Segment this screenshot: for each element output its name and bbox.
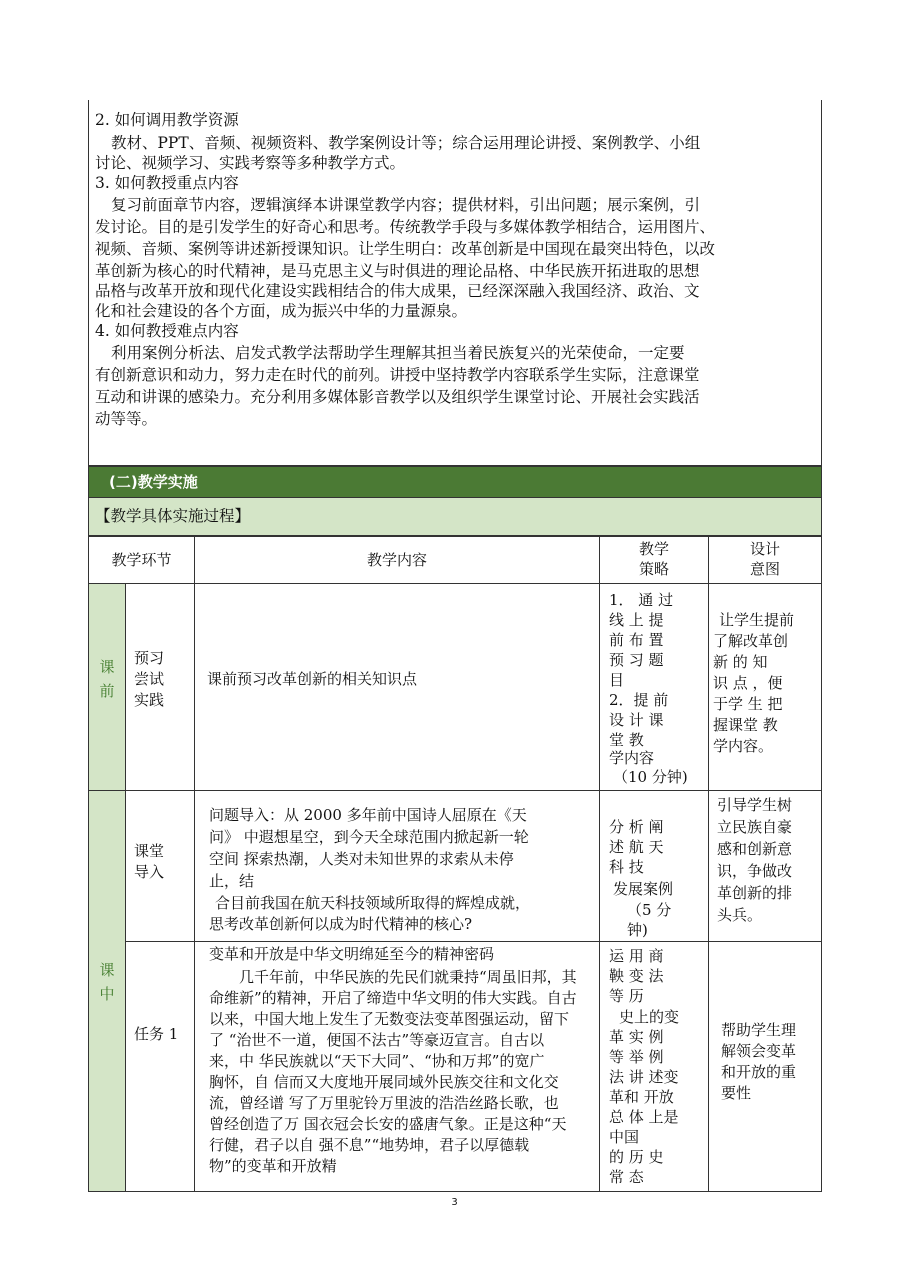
intro-content-line-4: 止，结 — [209, 872, 255, 890]
difficult-line-2: 有创新意识和动力，努力走在时代的前列。讲授中坚持教学内容联系学生实际，注意课堂 — [95, 366, 700, 384]
task1-intent-line-1: 帮助学生理 — [721, 1021, 797, 1039]
pre-intent-line-6: 握课堂 教 — [713, 716, 778, 734]
key-content-line-4: 革创新为核心的时代精神，是马克思主义与时俱进的理论品格、中华民族开拓进取的思想 — [95, 262, 700, 280]
header-intent-line-2: 意图 — [749, 560, 780, 578]
task1-strategy — [599, 941, 709, 1192]
pre-class-step — [125, 583, 195, 791]
page-number: 3 — [451, 1197, 458, 1208]
key-content-line-5: 品格与改革开放和现代化建设实践相结合的伟大成果，已经深深融入我国经济、政治、文 — [95, 282, 700, 300]
task1-content — [194, 941, 600, 1192]
pre-content-text: 课前预习改革创新的相关知识点 — [207, 670, 418, 688]
task1-strategy-line-6: 等 举 例 — [609, 1048, 664, 1066]
task1-strategy-line-9: 总 体 上是 — [609, 1108, 679, 1126]
intro-intent-line-4: 识，争做改 — [717, 862, 793, 880]
task1-intent-line-3: 和开放的重 — [721, 1063, 797, 1081]
intro-intent-line-2: 立民族自豪 — [717, 818, 793, 836]
intro-content-line-5: 合目前我国在航天科技领域所取得的辉煌成就， — [215, 894, 531, 912]
pre-class-label — [88, 583, 126, 791]
task1-intent — [708, 941, 822, 1192]
pre-class-label-1: 课 — [99, 658, 115, 676]
key-content-line-3: 视频、音频、案例等讲述新授课知识。让学生明白：改革创新是中国现在最突出特色，以改 — [95, 240, 716, 258]
intro-step-line-2: 导入 — [134, 863, 165, 881]
intro-strategy-line-5: （5 分 — [627, 901, 672, 919]
pre-intent-line-3: 新 的 知 — [713, 653, 768, 671]
intro-strategy-line-1: 分 析 阐 — [609, 818, 664, 836]
intro-intent-line-3: 感和创新意 — [717, 840, 793, 858]
header-stage: 教学环节 — [88, 536, 195, 584]
pre-intent-line-4: 识 点 ，便 — [713, 674, 783, 692]
intro-strategy-line-2: 述 航 天 — [609, 838, 664, 856]
pre-strategy-line-5: 目 — [609, 671, 625, 689]
pre-class-intent — [708, 583, 822, 791]
task1-strategy-line-10: 中国 — [609, 1128, 640, 1146]
task1-strategy-line-3: 等 历 — [609, 987, 644, 1005]
intro-strategy-line-6: 钟) — [627, 921, 648, 939]
pre-step-line-3: 实践 — [134, 691, 165, 709]
heading-resources: 2. 如何调用教学资源 — [95, 111, 239, 129]
task1-content-line-5: 了 “治世不一道，便国不法古”等豪迈宣言。自古以 — [209, 1031, 545, 1049]
task1-content-line-6: 来，中 华民族就以“天下大同”、“协和万邦”的宽广 — [209, 1052, 545, 1070]
pre-intent-line-5: 于学 生 把 — [713, 695, 783, 713]
key-content-line-6: 化和社会建设的各个方面，成为振兴中华的力量源泉。 — [95, 302, 468, 320]
pre-intent-line-2: 了解改革创 — [713, 632, 789, 650]
header-content: 教学内容 — [194, 536, 600, 584]
subsection-title: 【教学具体实施过程】 — [88, 498, 822, 536]
task1-content-line-3: 命维新”的精神，开启了缔造中华文明的伟大实践。自古 — [209, 989, 577, 1007]
difficult-line-4: 动等等。 — [95, 410, 158, 428]
header-intent-line-1: 设计 — [749, 540, 780, 558]
section-title: (二)教学实施 — [88, 466, 822, 498]
intro-intent-line-5: 革创新的排 — [717, 884, 793, 902]
in-class-label-1: 课 — [99, 961, 115, 979]
pre-strategy-line-2: 线 上 提 — [609, 611, 664, 629]
task1-content-line-11: 物”的变革和开放精 — [209, 1157, 337, 1175]
class-intro-intent — [708, 790, 822, 942]
intro-content-line-3: 空间 探索热潮，人类对未知世界的求索从未停 — [209, 850, 514, 868]
task1-strategy-line-8: 革和 开放 — [609, 1088, 674, 1106]
pre-strategy-line-9: 学内容 — [609, 749, 655, 767]
intro-intent-line-1: 引导学生树 — [717, 796, 793, 814]
header-strategy — [599, 536, 709, 584]
heading-difficult-content: 4. 如何教授难点内容 — [95, 322, 239, 340]
key-content-line-2: 发讨论。目的是引发学生的好奇心和思考。传统教学手段与多媒体教学相结合，运用图片、 — [95, 218, 716, 236]
intro-step-line-1: 课堂 — [134, 842, 165, 860]
task1-content-line-9: 曾经创造了万 国衣冠会长安的盛唐气象。正是这种“天 — [209, 1115, 567, 1133]
pre-class-content — [194, 583, 600, 791]
pre-strategy-line-3: 前 布 置 — [609, 631, 664, 649]
task1-strategy-line-1: 运 用 商 — [609, 947, 664, 965]
task1-content-line-8: 流，曾经谱 写了万里驼铃万里波的浩浩丝路长歌，也 — [209, 1094, 559, 1112]
intro-intent-line-6: 头兵。 — [717, 906, 763, 924]
difficult-line-3: 互动和讲课的感染力。充分利用多媒体影音教学以及组织学生课堂讨论、开展社会实践活 — [95, 388, 700, 406]
task1-step-label: 任务 1 — [134, 1025, 179, 1043]
class-intro-content — [194, 790, 600, 942]
task1-content-line-4: 以来，中国大地上发生了无数变法变革图强运动，留下 — [209, 1010, 570, 1028]
heading-key-content: 3. 如何教授重点内容 — [95, 174, 239, 192]
intro-content-line-1: 问题导入：从 2000 多年前中国诗人屈原在《天 — [209, 806, 527, 824]
difficult-line-1: 利用案例分析法、启发式教学法帮助学生理解其担当着民族复兴的光荣使命，一定要 — [111, 344, 685, 362]
class-intro-strategy — [599, 790, 709, 942]
pre-intent-line-1: 让学生提前 — [719, 611, 795, 629]
task1-strategy-line-2: 鞅 变 法 — [609, 967, 664, 985]
header-strategy-line-1: 教学 — [638, 540, 669, 558]
task1-content-line-7: 胸怀，自 信而又大度地开展同域外民族交往和文化交 — [209, 1073, 559, 1091]
pre-strategy-line-10: （10 分钟) — [613, 768, 688, 786]
pre-strategy-line-4: 预 习 题 — [609, 651, 664, 669]
in-class-label-2: 中 — [99, 985, 115, 1003]
task1-content-line-10: 行健，君子以自 强不息”“地势坤，君子以厚德载 — [209, 1136, 530, 1154]
task1-step — [125, 941, 195, 1192]
resources-line-1: 教材、PPT、音频、视频资料、教学案例设计等；综合运用理论讲授、案例教学、小组 — [111, 134, 701, 152]
intro-content-line-6: 思考改革创新何以成为时代精神的核心? — [209, 915, 473, 933]
intro-strategy-line-4: 发展案例 — [613, 880, 674, 898]
task1-strategy-line-11: 的 历 史 — [609, 1148, 664, 1166]
pre-intent-line-7: 学内容。 — [713, 737, 774, 755]
resources-line-2: 讨论、视频学习、实践考察等多种教学方式。 — [95, 154, 406, 172]
task1-intent-line-2: 解领会变革 — [721, 1042, 797, 1060]
pre-strategy-line-8: 堂 教 — [609, 731, 644, 749]
task1-intent-line-4: 要性 — [721, 1084, 752, 1102]
task1-strategy-line-7: 法 讲 述变 — [609, 1068, 679, 1086]
intro-content-line-2: 问》 中遐想星空，到今天全球范围内掀起新一轮 — [209, 828, 529, 846]
pre-strategy-line-6: 2．提 前 — [609, 691, 669, 709]
task1-content-line-2: 几千年前，中华民族的先民们就秉持“周虽旧邦，其 — [239, 968, 577, 986]
pre-strategy-line-7: 设 计 课 — [609, 711, 664, 729]
task1-strategy-line-12: 常 态 — [609, 1168, 644, 1186]
teaching-method-box — [88, 100, 822, 466]
pre-class-strategy — [599, 583, 709, 791]
class-intro-step — [125, 790, 195, 942]
task1-strategy-line-5: 革 实 例 — [609, 1028, 664, 1046]
pre-class-label-2: 前 — [99, 682, 115, 700]
header-strategy-line-2: 策略 — [638, 560, 669, 578]
pre-strategy-line-1: 1． 通 过 — [609, 591, 674, 609]
task1-strategy-line-4: 史上的变 — [619, 1008, 680, 1026]
header-intent — [708, 536, 822, 584]
pre-step-line-1: 预习 — [134, 649, 165, 667]
pre-step-line-2: 尝试 — [134, 670, 165, 688]
key-content-line-1: 复习前面章节内容，逻辑演绎本讲课堂教学内容；提供材料，引出问题；展示案例，引 — [111, 196, 701, 214]
task1-content-line-1: 变革和开放是中华文明绵延至今的精神密码 — [209, 945, 495, 963]
intro-strategy-line-3: 科 技 — [609, 858, 644, 876]
in-class-label — [88, 790, 126, 1192]
